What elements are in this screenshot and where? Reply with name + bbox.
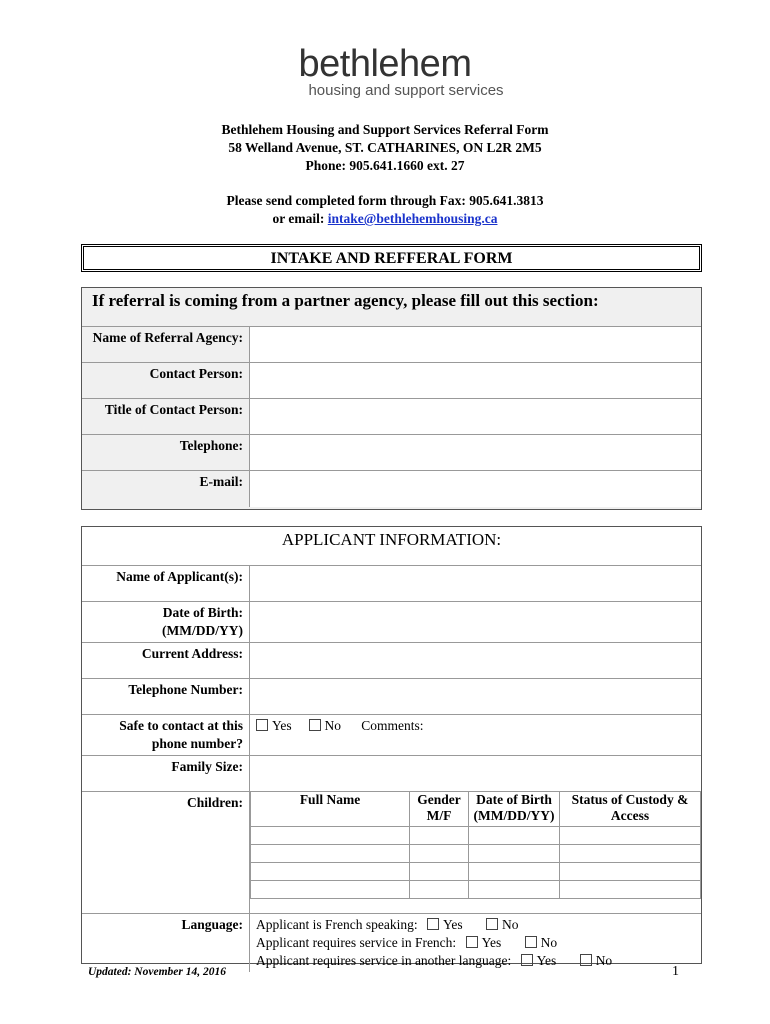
applicant-section: [81, 526, 702, 968]
safe-yes-checkbox[interactable]: [256, 719, 268, 731]
children-cell: [250, 792, 702, 914]
family-size-input[interactable]: [250, 756, 702, 792]
children-row[interactable]: [251, 862, 701, 880]
applicant-heading: APPLICANT INFORMATION:: [281, 530, 502, 549]
safe-contact-label: Safe to contact at this phone number?: [82, 715, 250, 756]
language-text: Applicant requires service in French:: [256, 935, 457, 950]
children-col-name: Full Name: [251, 792, 410, 826]
children-col-gender: Gender M/F: [410, 792, 469, 826]
address-input[interactable]: [250, 643, 702, 679]
no-label: No: [595, 953, 613, 968]
language-line-other-service: [256, 952, 695, 970]
family-size-label: Family Size:: [82, 756, 250, 792]
applicant-table: [82, 565, 701, 972]
partner-heading: If referral is coming from a partner agency, please fill out this section:: [92, 291, 599, 310]
dob-label: Date of Birth: (MM/DD/YY): [82, 602, 250, 643]
french-speaking-no-checkbox[interactable]: [486, 918, 498, 930]
safe-comments-label: Comments:: [361, 718, 424, 733]
safe-no-checkbox[interactable]: [309, 719, 321, 731]
other-language-yes-checkbox[interactable]: [521, 954, 533, 966]
logo: [0, 44, 770, 99]
safe-yes-label: Yes: [272, 718, 292, 733]
children-col-dob: Date of Birth (MM/DD/YY): [469, 792, 560, 826]
no-label: No: [540, 935, 558, 950]
dob-input[interactable]: [250, 602, 702, 643]
partner-table: [82, 326, 701, 507]
children-col-custody: Status of Custody & Access: [560, 792, 701, 826]
logo-wordmark: bethlehem: [298, 43, 472, 85]
contact-title-label: Title of Contact Person:: [82, 399, 250, 435]
children-row[interactable]: [251, 826, 701, 844]
header-line-2: 58 Welland Avenue, ST. CATHARINES, ON L2R 2M5: [228, 140, 542, 155]
page-number: 1: [672, 964, 679, 979]
phone-input[interactable]: [250, 679, 702, 715]
french-service-yes-checkbox[interactable]: [466, 936, 478, 948]
language-label: Language:: [82, 914, 250, 973]
email-prefix: or email:: [272, 211, 328, 226]
partner-section: [81, 287, 702, 510]
email-input[interactable]: [250, 471, 702, 507]
safe-no-label: No: [324, 718, 342, 733]
children-label: Children:: [82, 792, 250, 914]
updated-date: Updated: November 14, 2016: [88, 966, 226, 978]
language-line-french-service: [256, 934, 695, 952]
email-link[interactable]: intake@bethlehemhousing.ca: [327, 211, 498, 226]
children-row[interactable]: [251, 844, 701, 862]
no-label: No: [502, 917, 519, 932]
address-label: Current Address:: [82, 643, 250, 679]
header-line-3: Phone: 905.641.1660 ext. 27: [305, 158, 465, 173]
form-title: INTAKE AND REFFERAL FORM: [81, 244, 702, 272]
children-table: [250, 792, 701, 899]
language-text: Applicant requires service in another language:: [256, 953, 512, 968]
contact-person-label: Contact Person:: [82, 363, 250, 399]
yes-label: Yes: [442, 917, 463, 932]
french-service-no-checkbox[interactable]: [525, 936, 537, 948]
contact-person-input[interactable]: [250, 363, 702, 399]
applicant-name-input[interactable]: [250, 566, 702, 602]
email-label: E-mail:: [82, 471, 250, 507]
safe-contact-options: [250, 715, 702, 756]
telephone-input[interactable]: [250, 435, 702, 471]
header-line-4: Please send completed form through Fax: 905.641.3813: [226, 193, 544, 208]
contact-title-input[interactable]: [250, 399, 702, 435]
language-options: [250, 914, 702, 973]
language-text: Applicant is French speaking:: [256, 917, 418, 932]
phone-label: Telephone Number:: [82, 679, 250, 715]
applicant-name-label: Name of Applicant(s):: [82, 566, 250, 602]
logo-subtitle: housing and support services: [308, 82, 504, 99]
children-row[interactable]: [251, 880, 701, 898]
telephone-label: Telephone:: [82, 435, 250, 471]
header-line-5: [0, 210, 770, 228]
other-language-no-checkbox[interactable]: [580, 954, 592, 966]
language-line-french-speaking: [256, 916, 695, 934]
yes-label: Yes: [481, 935, 502, 950]
header-line-1: Bethlehem Housing and Support Services Referral Form: [221, 122, 549, 137]
yes-label: Yes: [536, 953, 557, 968]
french-speaking-yes-checkbox[interactable]: [427, 918, 439, 930]
referral-agency-label: Name of Referral Agency:: [82, 327, 250, 363]
referral-agency-input[interactable]: [250, 327, 702, 363]
